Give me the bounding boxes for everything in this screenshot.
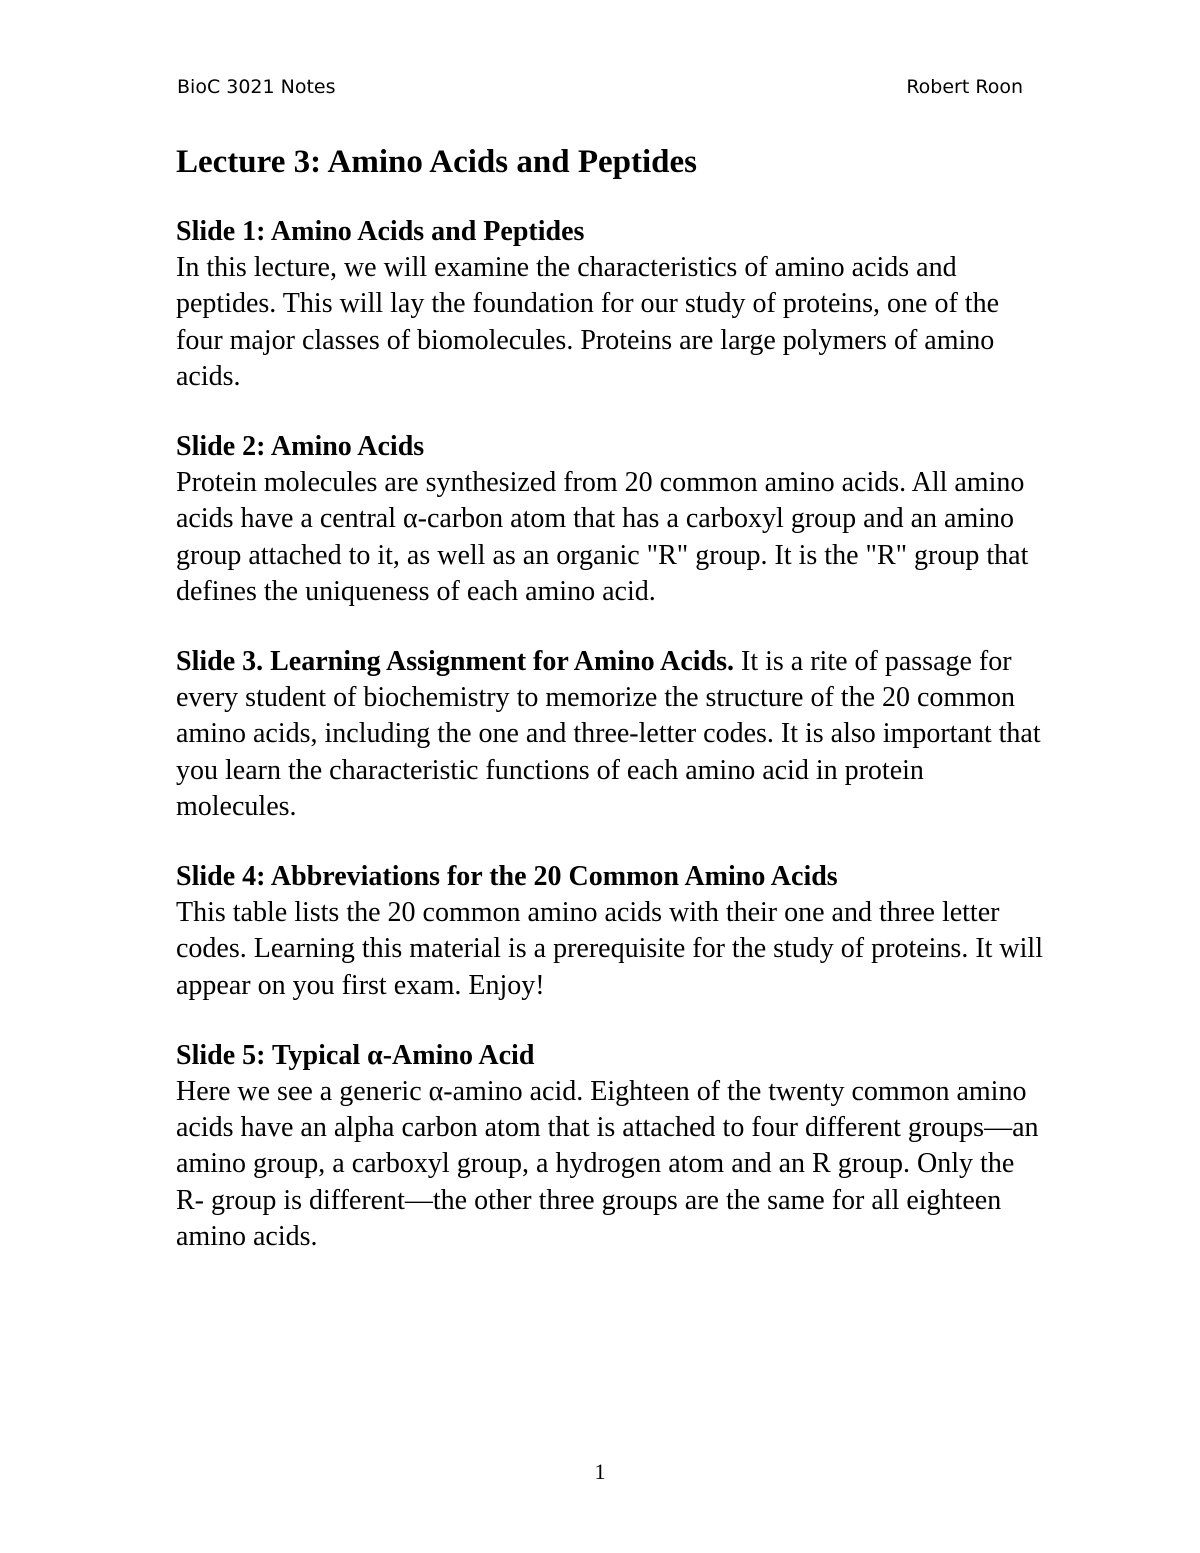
section-body: It is a rite of passage for every student of biochemistry to memorize the structure of the 20 common amino acids, including the one and three-letter codes. It is also important that you learn the characteristic functions of each amino acid in protein molecules.: [176, 646, 1041, 822]
section-paragraph: [176, 644, 1044, 825]
section-heading: Slide 3. Learning Assignment for Amino Acids.: [176, 646, 735, 678]
header-author: Robert Roon: [906, 76, 1023, 98]
section-heading: Slide 5: Typical α-Amino Acid: [176, 1039, 535, 1071]
section-heading: Slide 4: Abbreviations for the 20 Common Amino Acids: [176, 861, 838, 893]
section-slide-4: [176, 859, 1044, 1004]
lecture-title: Lecture 3: Amino Acids and Peptides: [176, 144, 697, 180]
section-slide-2: [176, 429, 1044, 610]
header-course: BioC 3021 Notes: [177, 76, 336, 98]
section-body: This table lists the 20 common amino acids with their one and three letter codes. Learning this material is a prerequisite for the study of proteins. It will appear on you first exam. Enjoy!: [176, 897, 1043, 1001]
section-slide-3: [176, 644, 1044, 825]
section-body: Protein molecules are synthesized from 20 common amino acids. All amino acids have a central α-carbon atom that has a carboxyl group and an amino group attached to it, as well as an organic "R" group. It is the "R" group that defines the uniqueness of each amino acid.: [176, 467, 1029, 607]
section-slide-5: [176, 1038, 1044, 1255]
section-heading: Slide 2: Amino Acids: [176, 431, 425, 463]
document-body: [176, 140, 1044, 1289]
section-slide-1: [176, 214, 1044, 395]
section-body: Here we see a generic α-amino acid. Eighteen of the twenty common amino acids have an alpha carbon atom that is attached to four different groups—an amino group, a carboxyl group, a hydrogen atom and an R group. Only the R- group is different—the other three groups are the same for all eighteen amino acids.: [176, 1076, 1039, 1252]
section-body: In this lecture, we will examine the characteristics of amino acids and peptides. This will lay the foundation for our study of proteins, one of the four major classes of biomolecules. Proteins are large polymers of amino acids.: [176, 252, 1000, 392]
page-header: [177, 72, 1023, 102]
page-number: 1: [594, 1459, 606, 1484]
section-heading: Slide 1: Amino Acids and Peptides: [176, 216, 585, 247]
